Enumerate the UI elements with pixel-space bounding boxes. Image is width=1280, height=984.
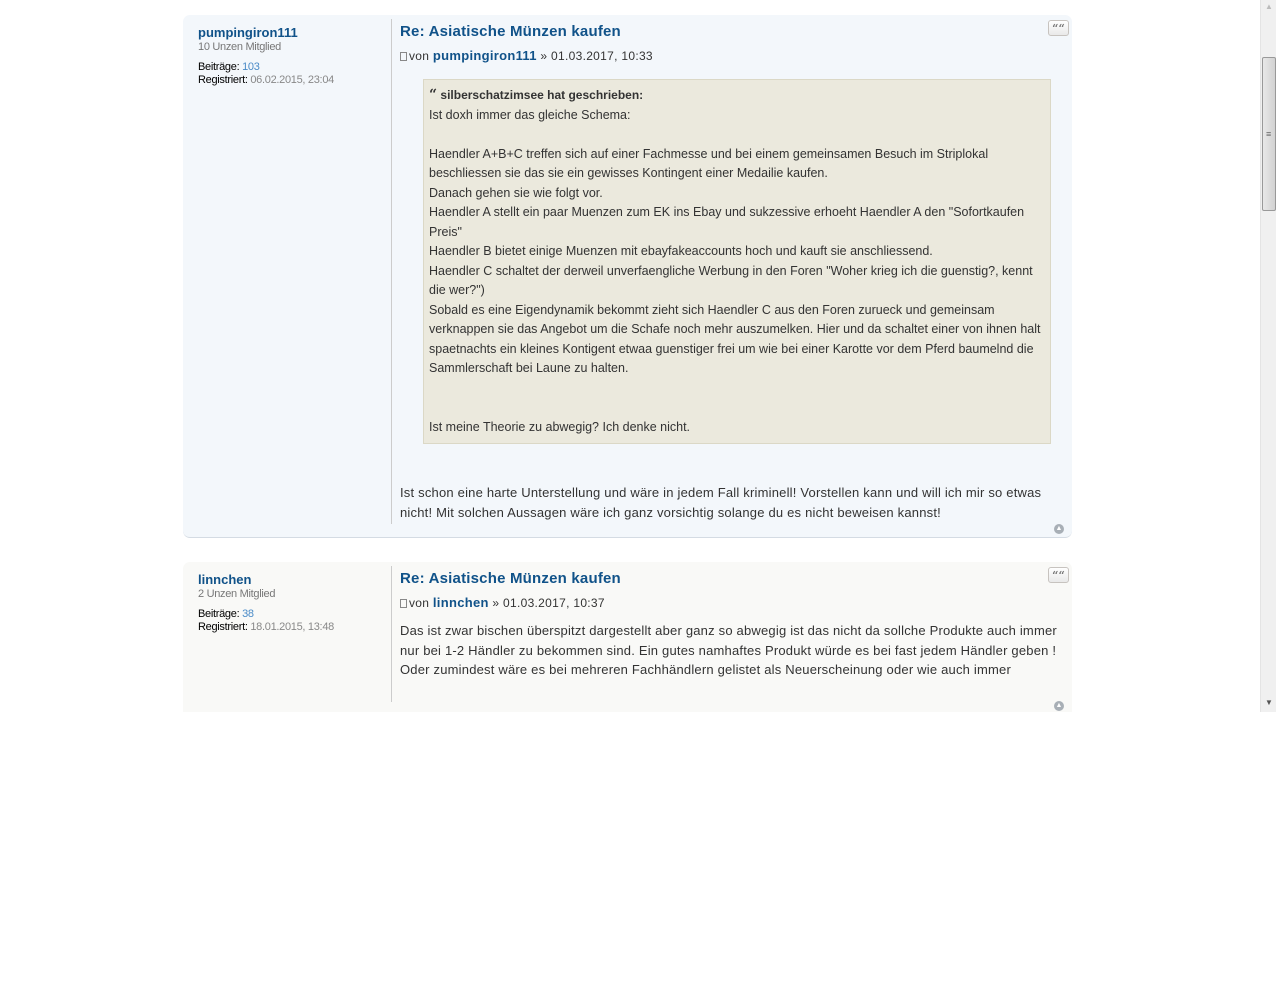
divider	[391, 566, 392, 702]
author-link[interactable]: pumpingiron111	[198, 25, 298, 40]
author-rank: 10 Unzen Mitglied	[198, 41, 281, 53]
post-meta	[400, 48, 1060, 63]
quote-button[interactable]: ““	[1048, 20, 1069, 36]
scrollbar-thumb[interactable]	[1262, 57, 1276, 211]
quote-line: Haendler C schaltet der derweil unverfaengliche Werbung in den Foren "Woher krieg ich die guenstig?, kennt die wer?")	[429, 263, 1033, 297]
author-stats	[198, 61, 388, 87]
post-profile	[198, 25, 388, 87]
post-profile	[198, 572, 388, 634]
post-body: Das ist zwar bischen überspitzt dargestellt aber ganz so abwegig ist das nicht da sollche Produkte auch immer nur bei 1-2 Händler zu bekommen sind. Ein gutes namhaftes Produkt würde es bei fast jedem Händler geben ! Oder zumindest wäre es bei mehreren Fachhändlern gelistet als Neuerscheinung oder wie auch immer	[400, 623, 1057, 677]
post-icon[interactable]	[400, 52, 407, 61]
quote-line: Ist meine Theorie zu abwegig? Ich denke nicht.	[429, 419, 691, 434]
posts-label: Beiträge:	[198, 608, 240, 620]
vertical-scrollbar[interactable]	[1260, 0, 1276, 712]
post-date: 01.03.2017, 10:37	[503, 596, 605, 610]
quote-line: Haendler B bietet einige Muenzen mit ebayfakeaccounts hoch und kauft sie anschliessend.	[429, 244, 933, 258]
by-label: von	[409, 49, 430, 63]
registered-label: Registriert:	[198, 74, 248, 86]
registered-label: Registriert:	[198, 621, 248, 633]
posts-count-link[interactable]: 103	[242, 61, 260, 73]
meta-separator: »	[492, 596, 500, 610]
back-to-top-icon[interactable]: ▲	[1055, 525, 1063, 532]
post-content	[400, 23, 1060, 522]
grip-icon: ≡	[1266, 129, 1272, 139]
divider	[391, 19, 392, 524]
meta-author-link[interactable]: linnchen	[432, 595, 489, 610]
quote-author: silberschatzimsee hat geschrieben:	[440, 88, 644, 102]
back-to-top-icon[interactable]: ▲	[1055, 702, 1063, 709]
by-label: von	[409, 596, 430, 610]
registered-date: 18.01.2015, 13:48	[250, 621, 334, 633]
quote-button[interactable]: ““	[1048, 567, 1069, 583]
post-title-link[interactable]: Re: Asiatische Münzen kaufen	[400, 570, 621, 587]
post-title-link[interactable]: Re: Asiatische Münzen kaufen	[400, 23, 621, 40]
quote-line	[429, 125, 1044, 145]
blockquote	[423, 79, 1051, 444]
author-rank: 2 Unzen Mitglied	[198, 588, 276, 600]
registered-date: 06.02.2015, 23:04	[250, 74, 334, 86]
post-meta	[400, 595, 1060, 610]
quote-line: Sobald es eine Eigendynamik bekommt zieht sich Haendler C aus den Foren zurueck und gemeinsam verknappen sie das Angebot um die Schafe noch mehr auszumelken. Hier und da schaltet einer von ihnen halt spaetnachts ein kleines Kontigent etwaa guenstiger frei um wie bei einer Karotte vor dem Pferd baumelnd die Sammlerschaft bei Laune zu halten.	[429, 302, 1041, 375]
quote-line: Haendler A stellt ein paar Muenzen zum EK ins Ebay und sukzessive erhoeht Haendler A den "Sofortkaufen Preis"	[429, 205, 1025, 239]
post-date: 01.03.2017, 10:33	[551, 49, 653, 63]
posts-count-link[interactable]: 38	[242, 608, 254, 620]
posts-label: Beiträge:	[198, 61, 240, 73]
post-content	[400, 570, 1060, 680]
author-stats	[198, 608, 388, 634]
scroll-down-icon[interactable]: ▼	[1265, 698, 1273, 707]
post	[183, 562, 1072, 712]
quote-line: Danach gehen sie wie folgt vor.	[429, 185, 603, 200]
meta-author-link[interactable]: pumpingiron111	[432, 48, 537, 63]
quote-mark-icon: “	[429, 87, 438, 103]
post-body: Ist schon eine harte Unterstellung und wäre in jedem Fall kriminell! Vorstellen kann und will ich mir so etwas nicht! Mit solchen Aussagen wäre ich ganz vorsichtig solange du es nicht beweisen kannst!	[400, 485, 1042, 520]
meta-separator: »	[540, 49, 548, 63]
post	[183, 15, 1072, 538]
quote-line	[429, 398, 1044, 418]
author-link[interactable]: linnchen	[198, 572, 252, 587]
quote-line: Haendler A+B+C treffen sich auf einer Fachmesse und bei einem gemeinsamen Besuch im Striplokal beschliessen sie das sie ein gewisses Kontingent einer Medailie kaufen.	[429, 146, 989, 180]
post-icon[interactable]	[400, 599, 407, 608]
quote-line	[429, 379, 1044, 399]
scroll-up-icon[interactable]: ▲	[1265, 2, 1273, 11]
quote-header	[429, 86, 1044, 106]
quote-line: Ist doxh immer das gleiche Schema:	[429, 107, 631, 122]
